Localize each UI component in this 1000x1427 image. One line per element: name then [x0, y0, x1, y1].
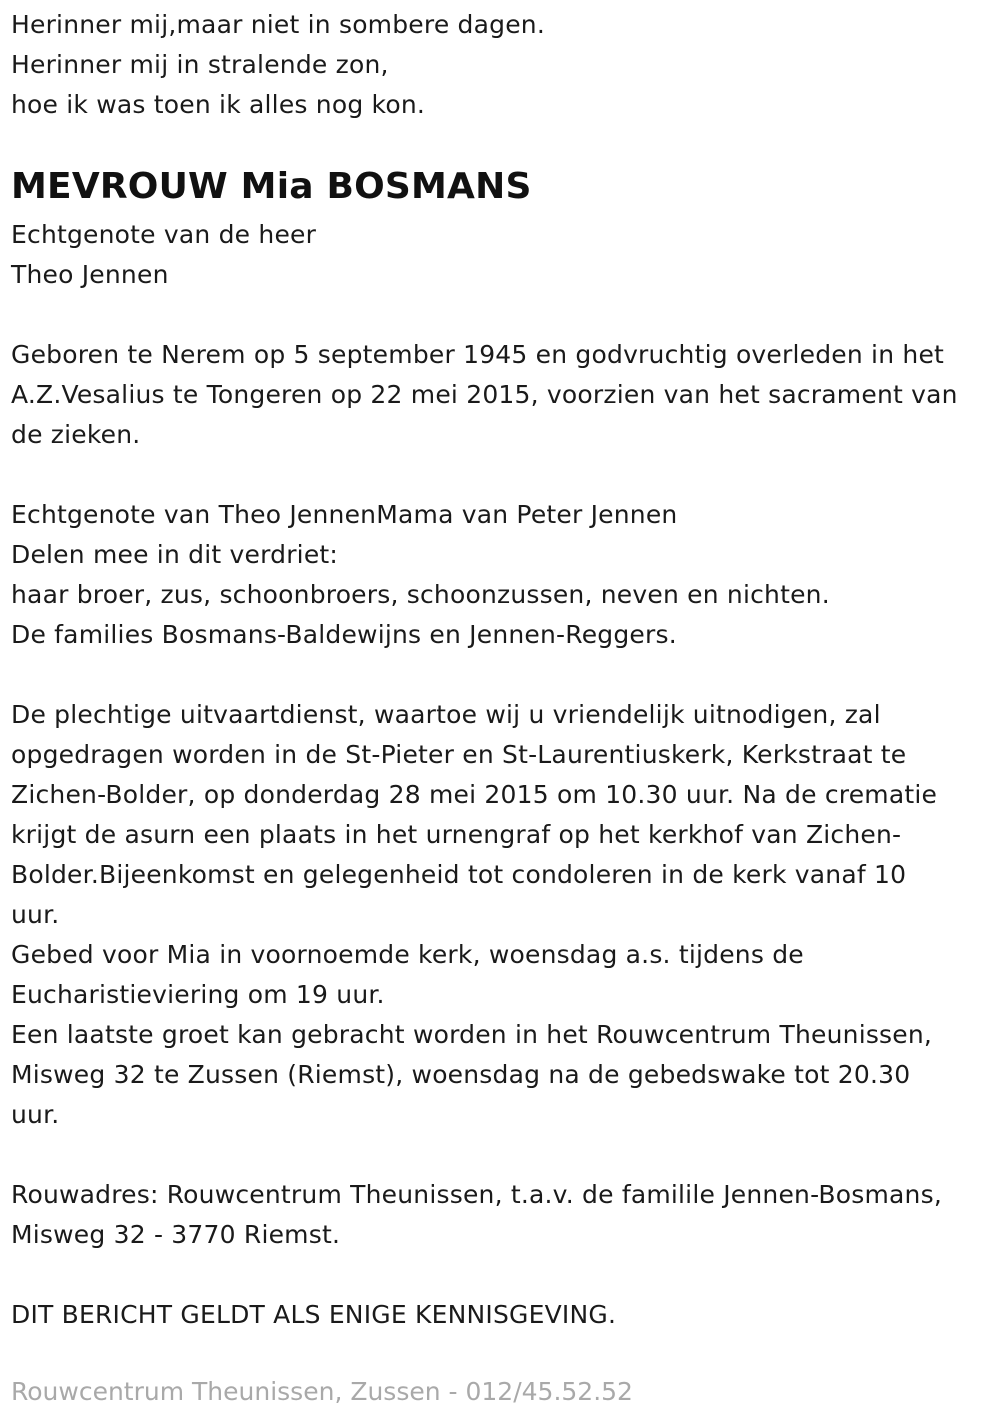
notice-text: DIT BERICHT GELDT ALS ENIGE KENNISGEVING. — [11, 1300, 617, 1329]
birth-death-paragraph — [11, 335, 996, 455]
paragraph-line: Delen mee in dit verdriet: — [11, 540, 339, 569]
paragraph-line: Geboren te Nerem op 5 september 1945 en godvruchtig overleden in het — [11, 340, 945, 369]
paragraph-line: de zieken. — [11, 420, 141, 449]
poem-line: Herinner mij,maar niet in sombere dagen. — [11, 10, 545, 39]
paragraph-line: A.Z.Vesalius te Tongeren op 22 mei 2015, voorzien van het sacrament van — [11, 380, 958, 409]
paragraph-line: haar broer, zus, schoonbroers, schoonzussen, neven en nichten. — [11, 580, 830, 609]
spouse-line: Theo Jennen — [11, 260, 169, 289]
paragraph-line: Eucharistieviering om 19 uur. — [11, 980, 385, 1009]
paragraph-line: Echtgenote van Theo JennenMama van Peter Jennen — [11, 500, 678, 529]
obituary-document — [11, 5, 996, 1335]
paragraph-line: De families Bosmans-Baldewijns en Jennen-Reggers. — [11, 620, 677, 649]
spouse-line: Echtgenote van de heer — [11, 220, 317, 249]
paragraph-line: Zichen-Bolder, op donderdag 28 mei 2015 om 10.30 uur. Na de crematie — [11, 780, 938, 809]
paragraph-line: Misweg 32 - 3770 Riemst. — [11, 1220, 341, 1249]
paragraph-line: uur. — [11, 900, 60, 929]
paragraph-line: Misweg 32 te Zussen (Riemst), woensdag na de gebedswake tot 20.30 — [11, 1060, 911, 1089]
spouse-info — [11, 215, 996, 295]
paragraph-line: Een laatste groet kan gebracht worden in het Rouwcentrum Theunissen, — [11, 1020, 933, 1049]
paragraph-line: De plechtige uitvaartdienst, waartoe wij u vriendelijk uitnodigen, zal — [11, 700, 881, 729]
deceased-name-title: MEVROUW Mia BOSMANS — [11, 166, 532, 207]
paragraph-line: uur. — [11, 1100, 60, 1129]
paragraph-line: krijgt de asurn een plaats in het urnengraf op het kerkhof van Zichen- — [11, 820, 902, 849]
address-paragraph — [11, 1175, 996, 1255]
poem — [11, 5, 996, 125]
family-paragraph — [11, 495, 996, 655]
notice-paragraph — [11, 1295, 996, 1335]
service-paragraph — [11, 695, 996, 1135]
paragraph-line: Gebed voor Mia in voornoemde kerk, woensdag a.s. tijdens de — [11, 940, 804, 969]
paragraph-line: opgedragen worden in de St-Pieter en St-Laurentiuskerk, Kerkstraat te — [11, 740, 907, 769]
paragraph-line: Bolder.Bijeenkomst en gelegenheid tot condoleren in de kerk vanaf 10 — [11, 860, 907, 889]
paragraph-line: Rouwadres: Rouwcentrum Theunissen, t.a.v. de famililе Jennen-Bosmans, — [11, 1180, 942, 1209]
funeral-home-footer: Rouwcentrum Theunissen, Zussen - 012/45.52.52 — [11, 1377, 633, 1406]
poem-line: hoe ik was toen ik alles nog kon. — [11, 90, 426, 119]
poem-line: Herinner mij in stralende zon, — [11, 50, 389, 79]
